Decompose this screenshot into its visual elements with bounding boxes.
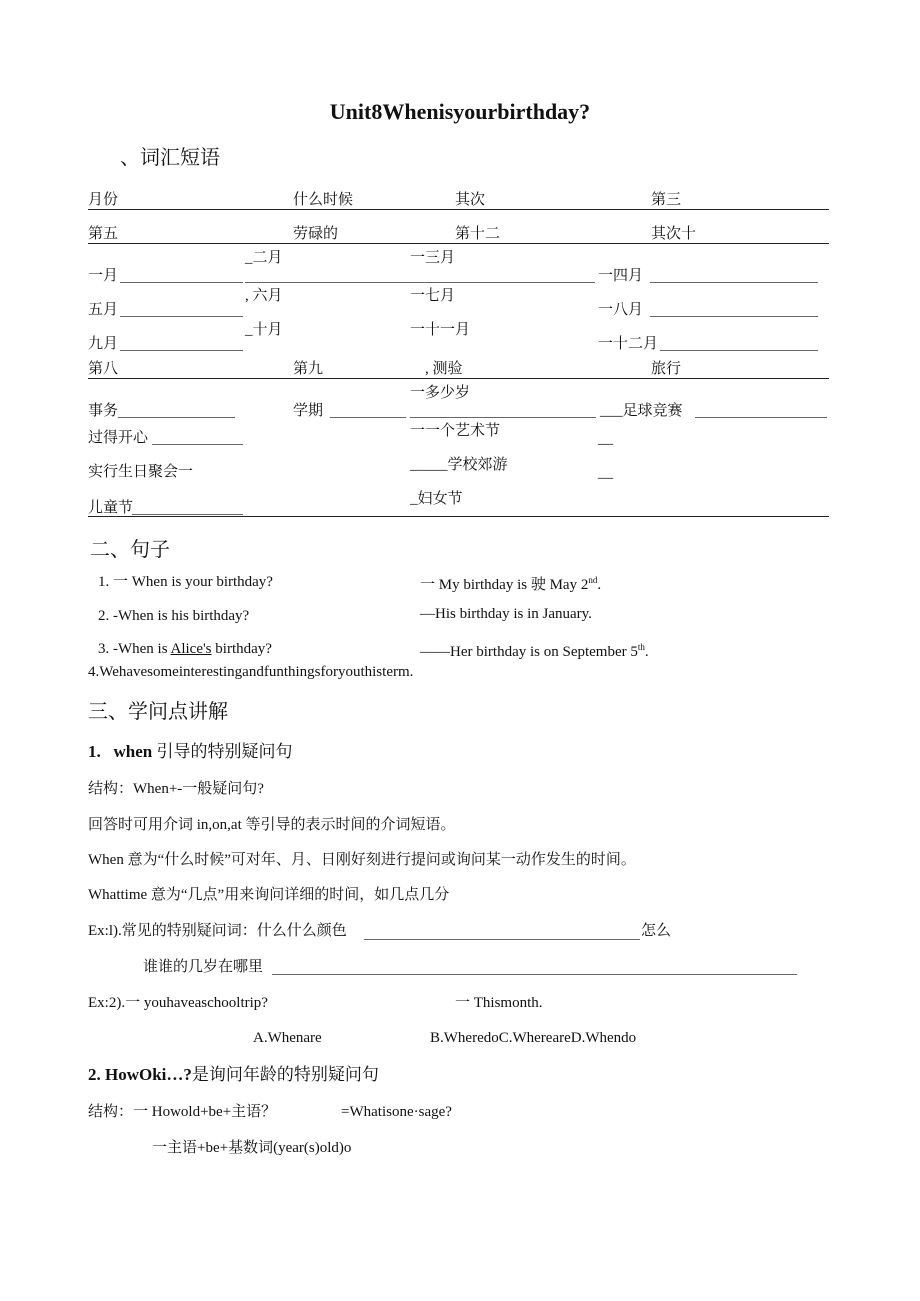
q3-name: Alice's xyxy=(170,641,212,657)
explanation-line: 结构：When+-一般疑问句? xyxy=(88,781,264,797)
section-1-heading: 、词汇短语 xyxy=(120,147,220,169)
point-num: 1. xyxy=(88,742,101,761)
section-2-heading: 二、句子 xyxy=(90,539,170,561)
exercise-1-end: 怎么 xyxy=(641,923,672,939)
month-item: _十月 xyxy=(245,322,283,338)
point-title: 是询问年龄的特别疑问句 xyxy=(191,1065,379,1084)
options-bcd[interactable]: B.WheredoC.WhereareD.Whendo xyxy=(430,1030,637,1046)
option-a[interactable]: A.Whenare xyxy=(253,1030,322,1046)
divider xyxy=(88,516,829,517)
vocab-item: 第八 xyxy=(88,361,119,377)
explanation-line: 回答时可用介词 in,on,at 等引导的表示时间的介词短语。 xyxy=(88,817,456,833)
divider xyxy=(88,378,829,379)
divider xyxy=(88,209,829,210)
sentence-answer xyxy=(420,571,601,594)
month-item: 一十二月 xyxy=(598,336,659,352)
a1-end: . xyxy=(597,577,602,593)
a3-end: . xyxy=(644,644,649,660)
month-item: 五月 xyxy=(88,302,119,318)
vocab-item: 第五 xyxy=(88,226,119,242)
answer-blank[interactable] xyxy=(650,316,818,317)
month-item: 九月 xyxy=(88,336,119,352)
exercise-1: Ex:l).常见的特别疑问词：什么什么颜色 xyxy=(88,923,347,939)
point-keyword: when xyxy=(113,742,153,761)
vocab-item: 其次 xyxy=(455,192,486,208)
month-item: 一月 xyxy=(88,268,119,284)
phrase-item: _妇女节 xyxy=(410,491,463,507)
structure-line: 结构：一 Howold+be+主语？ xyxy=(88,1104,277,1120)
answer-blank[interactable] xyxy=(650,282,818,283)
sentence-answer xyxy=(420,638,649,661)
page-title: Unit8Whenisyourbirthday? xyxy=(329,99,591,124)
answer-blank[interactable] xyxy=(364,939,640,940)
point-2-heading xyxy=(88,1066,379,1084)
sentence-question: 1. 一 When is your birthday? xyxy=(98,574,273,590)
month-item: 一八月 xyxy=(598,302,644,318)
month-item: 一十一月 xyxy=(410,322,471,338)
section-3-heading: 三、学问点讲解 xyxy=(88,701,228,723)
phrase-item: 一多少岁 xyxy=(410,385,471,401)
vocab-item: 月份 xyxy=(88,192,119,208)
sentence-4: 4.Wehavesomeinterestingandfunthingsforyouthisterm. xyxy=(88,664,414,680)
vocab-item: 其次十 xyxy=(651,226,697,242)
answer-blank[interactable] xyxy=(132,514,243,515)
sentence-question xyxy=(98,640,272,658)
structure-answer: 一主语+be+基数词(year(s)old)o xyxy=(152,1140,352,1156)
phrase-item: _____学校郊游 xyxy=(410,457,508,473)
sentence-question: 2. -When is his birthday? xyxy=(98,608,250,624)
month-item: _二月 xyxy=(245,250,283,266)
month-item: 一三月 xyxy=(410,250,456,266)
divider xyxy=(88,243,829,244)
phrase-item: 儿童节 xyxy=(88,500,134,516)
phrase-item: 一一个艺术节 xyxy=(410,423,501,439)
point-title: 引导的特别疑问句 xyxy=(156,742,293,761)
month-item: , 六月 xyxy=(245,288,283,304)
answer-blank[interactable] xyxy=(695,417,827,418)
month-item: 一七月 xyxy=(410,288,456,304)
vocab-item: 第三 xyxy=(651,192,682,208)
explanation-line: When 意为“什么时候”可对年、月、日刚好刻进行提问或询问某一动作发生的时间。 xyxy=(88,852,636,868)
vocab-item: 劳碌的 xyxy=(293,226,339,242)
sentence-answer: —His birthday is in January. xyxy=(420,606,592,622)
answer-blank[interactable] xyxy=(118,417,235,418)
vocab-item: 第十二 xyxy=(455,226,501,242)
answer-blank[interactable] xyxy=(330,417,406,418)
answer-blank[interactable] xyxy=(120,282,243,283)
answer-blank[interactable] xyxy=(120,350,243,351)
exercise-1-line2: 谁谁的几岁在哪里 xyxy=(143,959,264,975)
vocab-item: 第九 xyxy=(293,361,324,377)
a3-sup: th xyxy=(637,642,645,652)
answer-blank[interactable] xyxy=(272,974,797,975)
phrase-item: 过得开心 xyxy=(88,430,149,446)
phrase-item: 事务 xyxy=(88,403,119,419)
q3-end: birthday? xyxy=(211,641,272,657)
answer-blank[interactable] xyxy=(245,282,595,283)
structure-equiv: =Whatisone·sage? xyxy=(341,1104,452,1120)
point-1-heading xyxy=(88,743,292,761)
vocab-item: 旅行 xyxy=(651,361,682,377)
exercise-2-question: Ex:2).一 youhaveaschooltrip? xyxy=(88,995,268,1011)
a1-sup: nd xyxy=(588,575,598,585)
answer-blank[interactable] xyxy=(660,350,818,351)
a3-text: ——Her birthday is on September 5 xyxy=(420,644,638,660)
explanation-line: Whattime 意为“几点”用来询问详细的时间，如几点几分 xyxy=(88,887,450,903)
exercise-2-answer: 一 Thismonth. xyxy=(455,995,543,1011)
vocab-item: , 测验 xyxy=(425,361,463,377)
month-item: 一四月 xyxy=(598,268,644,284)
a1-text: 一 My birthday is 驶 May 2 xyxy=(420,577,589,593)
phrase-item: __ xyxy=(598,465,613,481)
answer-blank[interactable] xyxy=(410,417,596,418)
phrase-item: ___足球竞赛 xyxy=(600,403,683,419)
phrase-item: 学期 xyxy=(293,403,324,419)
point-keyword: 2. HowOki…? xyxy=(88,1065,192,1084)
answer-blank[interactable] xyxy=(120,316,243,317)
q3-start: 3. -When is xyxy=(98,641,171,657)
phrase-item: 实行生日聚会一 xyxy=(88,464,194,480)
phrase-item: __ xyxy=(598,431,613,447)
answer-blank[interactable] xyxy=(152,444,243,445)
vocab-item: 什么时候 xyxy=(293,192,354,208)
